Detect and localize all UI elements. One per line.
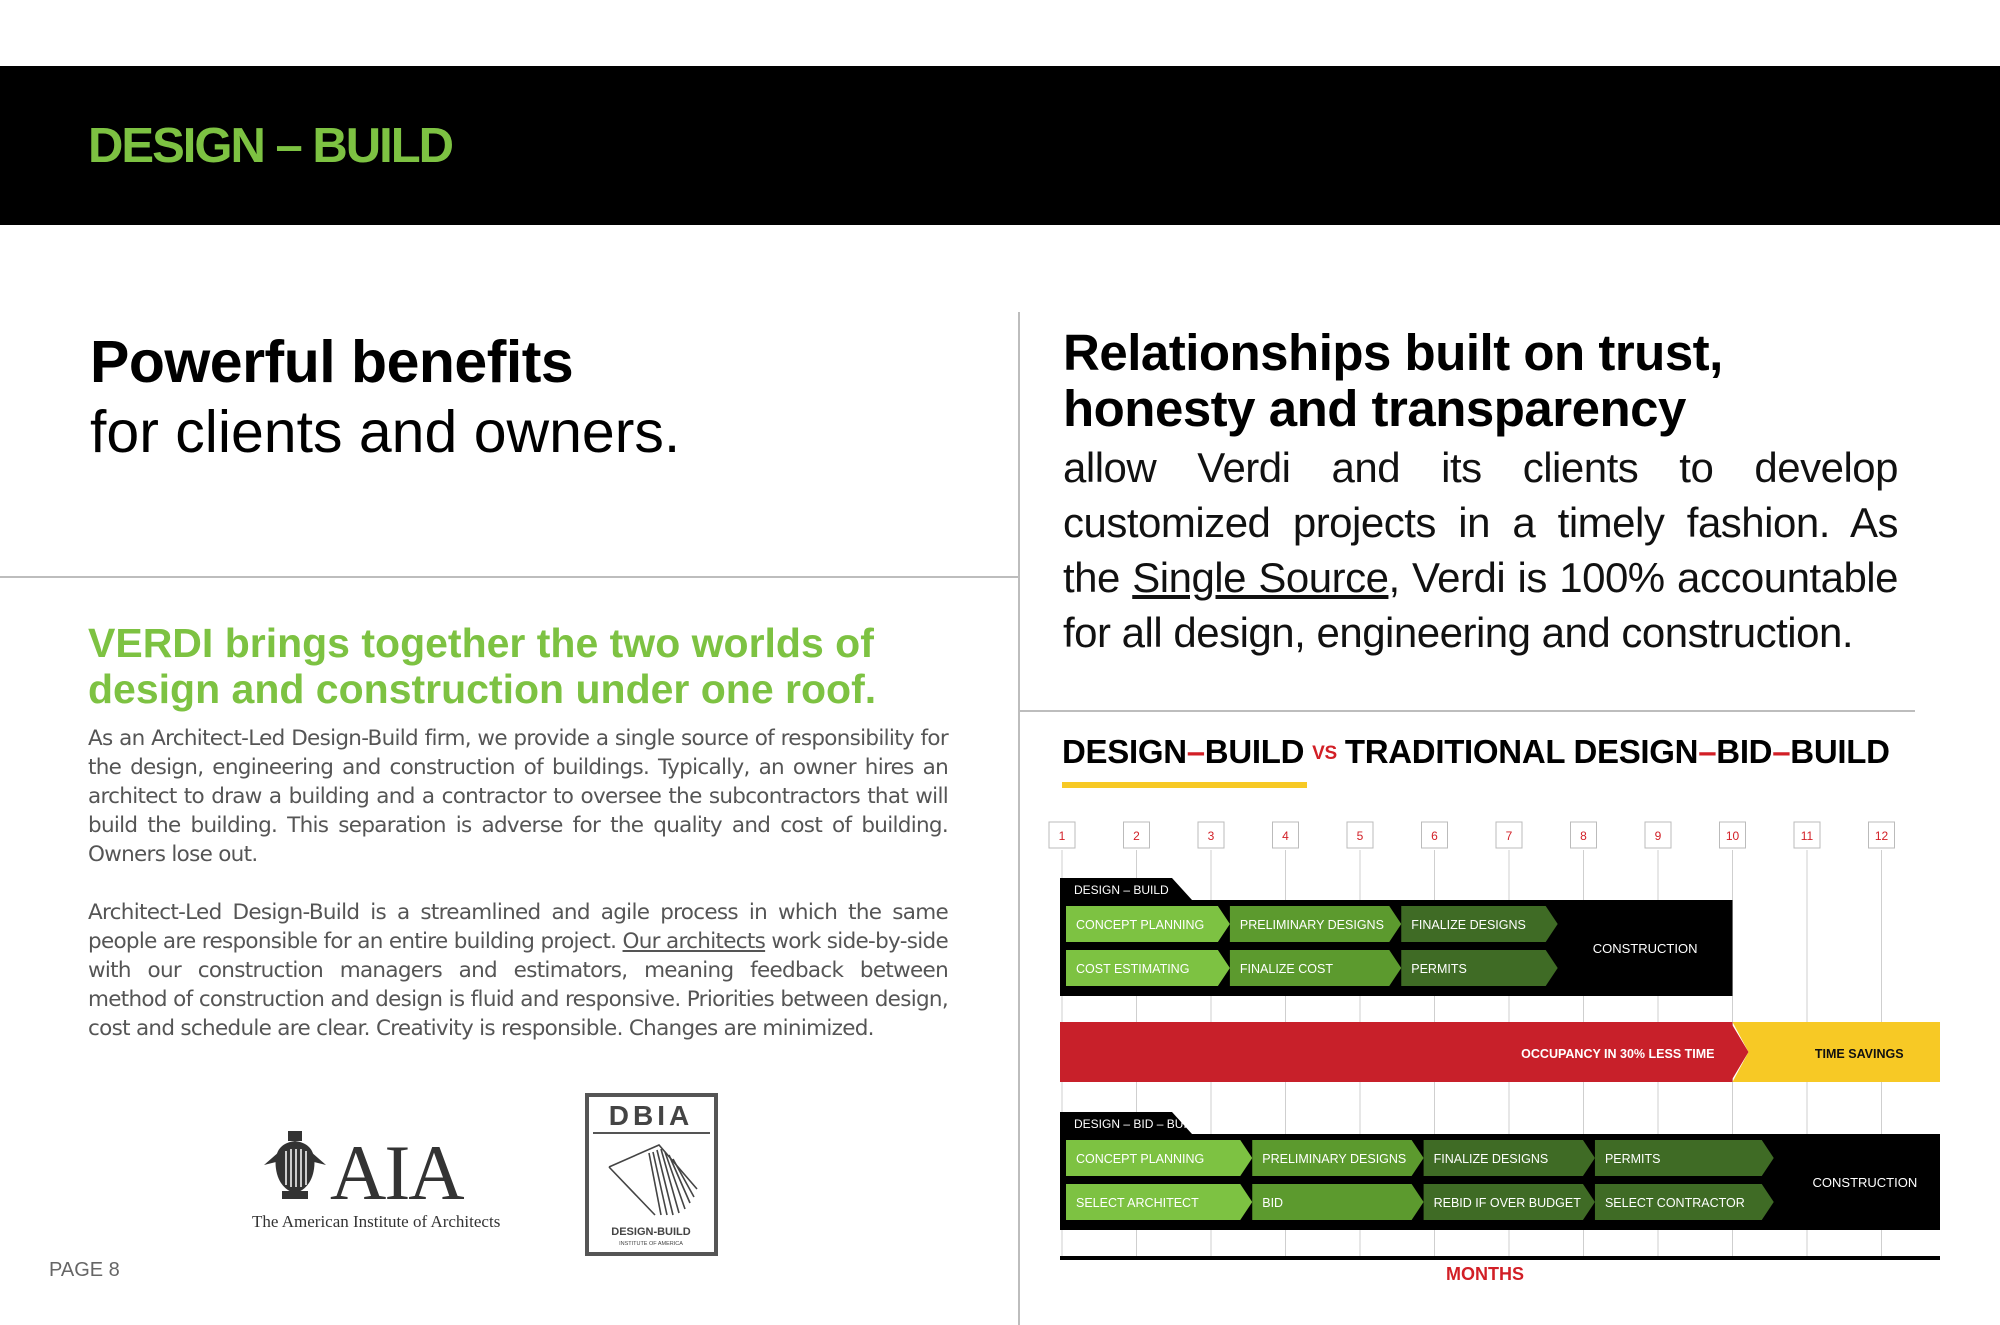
month-tick-label: 7	[1505, 829, 1513, 843]
design-bid-build-phase-label: PERMITS	[1604, 1152, 1661, 1166]
chart-title-dash1: –	[1186, 733, 1205, 770]
intro-paragraph: As an Architect-Led Design-Build firm, we provide a single source of responsibility for the design, engineering and construction of buildings. Typically, an owner hires an architect to draw a building and a contractor to oversee the subcontractors that will build the building. This separation is adverse for the quality and cost of building. Owners lose out.	[88, 726, 948, 867]
chart-title-dash2: –	[1698, 733, 1717, 770]
aia-logo-text: AIA	[330, 1129, 463, 1216]
occupancy-label: OCCUPANCY IN 30% LESS TIME	[1521, 1047, 1715, 1061]
design-build-label: DESIGN – BUILD	[1074, 883, 1169, 897]
chart-title-part5: BUILD	[1790, 733, 1890, 770]
trust-heading	[1063, 325, 1723, 437]
month-tick-label: 4	[1282, 829, 1289, 843]
dbia-logo-sub: DESIGN-BUILD	[611, 1226, 691, 1238]
x-axis-label: MONTHS	[1446, 1264, 1524, 1284]
chart-title-vs: VS	[1312, 743, 1337, 764]
trust-body-start: allow Verdi and its clients to develop customized projects in a timely fashion. As the	[1063, 444, 1898, 601]
design-bid-build-phase-label: BID	[1262, 1196, 1284, 1210]
chart-title	[1062, 733, 1890, 771]
design-build-phase-label: COST ESTIMATING	[1076, 962, 1190, 976]
month-tick-label: 6	[1431, 829, 1438, 843]
design-build-construction-label: CONSTRUCTION	[1592, 941, 1698, 956]
trust-body	[1063, 440, 1898, 660]
trust-heading-line1: Relationships built on trust,	[1063, 324, 1723, 381]
page-number: PAGE 8	[49, 1259, 120, 1281]
design-bid-build-label: DESIGN – BID – BUILD	[1074, 1117, 1203, 1131]
month-tick-label: 1	[1058, 829, 1066, 843]
design-bid-build-phase-label: CONCEPT PLANNING	[1076, 1152, 1205, 1166]
x-axis-baseline	[1060, 1256, 1940, 1260]
design-bid-build-phase-label: SELECT CONTRACTOR	[1604, 1196, 1745, 1210]
design-build-phase-label: FINALIZE COST	[1239, 962, 1333, 976]
month-tick-label: 5	[1356, 829, 1364, 843]
benefits-heading: Powerful benefits	[90, 329, 574, 395]
dbia-logo-sub2: INSTITUTE OF AMERICA	[619, 1241, 683, 1247]
trust-heading-line2: honesty and transparency	[1063, 380, 1686, 437]
design-build-phase-label: PERMITS	[1411, 962, 1467, 976]
chart-title-part2: BUILD	[1204, 733, 1305, 770]
month-tick-label: 8	[1580, 829, 1587, 843]
process-text-end: work side-by-side with our construction managers and estimators, meaning feedback between method of construction and design is fluid and responsive. Priorities between design, cost and schedule are clear. Creativity is responsible. Changes are minimized.	[88, 929, 948, 1041]
dbia-building-icon	[609, 1145, 697, 1215]
chart-title-part4: BID	[1716, 733, 1773, 770]
chart-title-part1: DESIGN	[1062, 733, 1187, 770]
process-paragraph	[88, 898, 948, 1043]
chart-title-part3: TRADITIONAL DESIGN	[1344, 733, 1699, 770]
dbia-logo-text: DBIA	[608, 1100, 694, 1131]
page-title: DESIGN – BUILD	[88, 119, 453, 173]
vertical-divider	[1018, 312, 1020, 1325]
single-source-link[interactable]: Single Source	[1132, 554, 1389, 601]
design-bid-build-construction-label: CONSTRUCTION	[1812, 1175, 1918, 1190]
right-divider	[1020, 710, 1915, 712]
design-build-phase-label: CONCEPT PLANNING	[1076, 918, 1205, 932]
design-bid-build-phase-label: FINALIZE DESIGNS	[1433, 1152, 1549, 1166]
month-tick-label: 10	[1725, 829, 1740, 843]
design-build-phase-label: FINALIZE DESIGNS	[1411, 918, 1526, 932]
process-text-start: Architect-Led Design-Build is a streamlined and agile process in which the same people are responsible for an entire building project.	[88, 900, 948, 954]
time-savings-label: TIME SAVINGS	[1814, 1047, 1904, 1061]
month-tick-label: 9	[1654, 829, 1662, 843]
dbia-logo	[585, 1093, 718, 1256]
month-tick-label: 3	[1207, 829, 1215, 843]
month-tick-label: 11	[1800, 829, 1814, 843]
month-tick-label: 12	[1874, 829, 1889, 843]
design-bid-build-phase-label: REBID IF OVER BUDGET	[1433, 1196, 1581, 1210]
trust-body-end: , Verdi is 100% accountable for all design, engineering and construction.	[1063, 554, 1899, 656]
design-bid-build-phase-label: PRELIMINARY DESIGNS	[1262, 1152, 1407, 1166]
benefits-subheading: for clients and owners.	[90, 399, 681, 465]
design-bid-build-phase-label: SELECT ARCHITECT	[1076, 1196, 1199, 1210]
left-divider	[0, 576, 1018, 578]
chart-title-dash3: –	[1772, 733, 1791, 770]
design-build-phase-label: PRELIMINARY DESIGNS	[1239, 918, 1384, 932]
month-tick-label: 2	[1133, 829, 1140, 843]
verdi-heading: VERDI brings together the two worlds of design and construction under one roof.	[88, 620, 877, 712]
chart-title-underline	[1062, 782, 1307, 788]
our-architects-link[interactable]: Our architects	[622, 929, 766, 954]
aia-eagle-icon	[264, 1131, 326, 1199]
timeline-chart	[1040, 800, 1940, 1300]
aia-caption: The American Institute of Architects	[252, 1212, 501, 1231]
